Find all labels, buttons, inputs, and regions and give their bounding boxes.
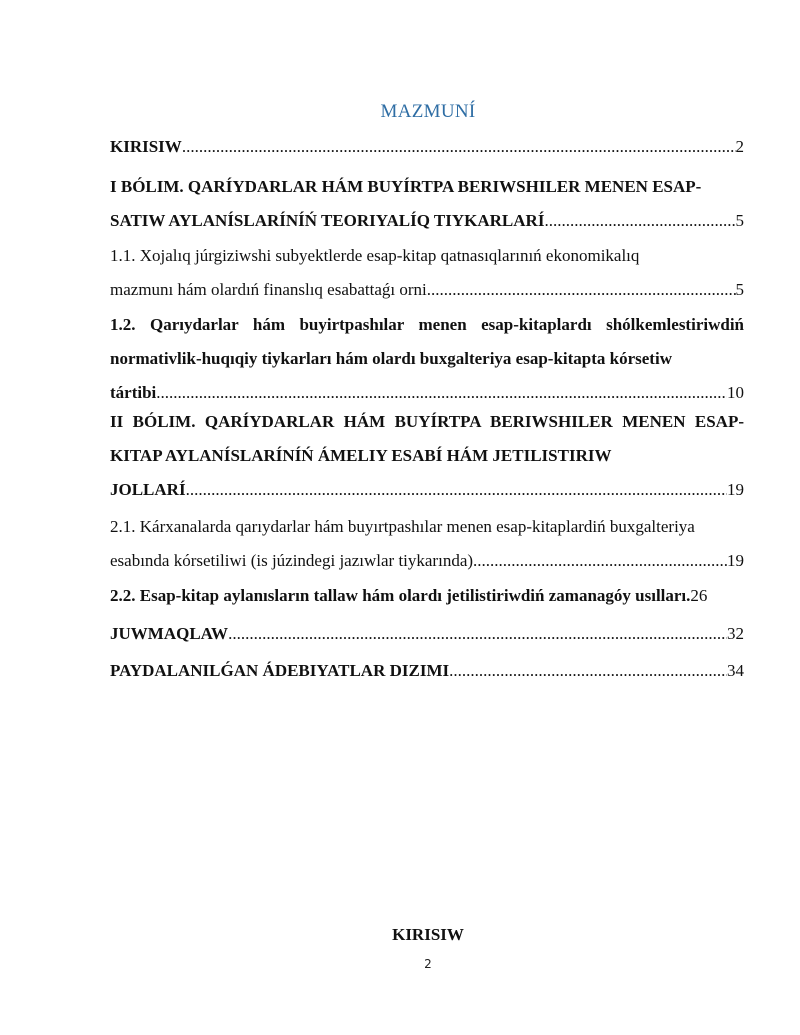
toc-page-number: 19: [727, 480, 744, 499]
toc-leader-dots: [449, 654, 727, 688]
toc-entry-title: mazmunı hám olardıń finanslıq esabattaǵı orni: [110, 280, 427, 299]
toc-page-number: 32: [727, 624, 744, 643]
toc-page-number: 26: [690, 586, 708, 605]
toc-leader-dots: [186, 473, 727, 507]
toc-page-number: 34: [727, 661, 744, 680]
section-heading: KIRISIW: [392, 925, 464, 944]
page-number: 2: [424, 957, 432, 971]
toc-entry-title: tártibi: [110, 383, 157, 402]
toc-entry-title: KIRISIW: [110, 137, 182, 156]
toc-leader-dots: [544, 204, 735, 238]
toc-leader-dots: [182, 130, 736, 164]
toc-entry-kirisiw[interactable]: [110, 130, 744, 164]
toc-page-number: 10: [727, 383, 744, 402]
toc-page-number: 5: [735, 211, 744, 230]
toc-entry-title: PAYDALANILǴAN ÁDEBIYATLAR DIZIMI: [110, 661, 450, 680]
toc-entry-chapter-1[interactable]: [110, 170, 744, 238]
toc-page-number: 5: [735, 280, 744, 299]
toc-entry-conclusion[interactable]: [110, 617, 744, 651]
toc-entry-chapter-2[interactable]: [110, 405, 744, 507]
toc-entry-title: JUWMAQLAW: [110, 624, 229, 643]
toc-leader-dots: [228, 617, 727, 651]
toc-entry-title: JOLLARÍ: [110, 480, 186, 499]
toc-entry-section-2-1[interactable]: [110, 510, 744, 578]
toc-entry-title-line: 1.2. Qarıydarlar hám buyirtpashılar menen esap-kitaplardı shólkemlestiriwdiń normativlik-huqıqiy tiykarları hám olardı buxgalteriya esap-kitapta kórsetiw: [110, 315, 744, 368]
toc-page-number: 2: [735, 137, 744, 156]
toc-entry-title-line: 1.1. Xojalıq júrgiziwshi subyektlerde esap-kitap qatnasıqlarınıń ekonomikalıq: [110, 246, 640, 265]
toc-page-number: 19: [727, 551, 744, 570]
toc-entry-title: SATIW AYLANÍSLARÍNÍŃ TEORIYALÍQ TIYKARLARÍ: [110, 211, 545, 230]
toc-entry-title-line: 2.1. Kárxanalarda qarıydarlar hám buyırtpashılar menen esap-kitaplardiń buxgalteriya: [110, 517, 695, 536]
toc-entry-title: 2.2. Esap-kitap aylanısların tallaw hám olardı jetilistiriwdiń zamanagóy usılları.: [110, 586, 691, 605]
toc-entry-title-line: I BÓLIM. QARÍYDARLAR HÁM BUYÍRTPA BERIWSHILER MENEN ESAP-: [110, 177, 702, 196]
toc-leader-dots: [473, 544, 727, 578]
toc-entry-title-line: II BÓLIM. QARÍYDARLAR HÁM BUYÍRTPA BERIWSHILER MENEN ESAP-KITAP AYLANÍSLARÍNÍŃ ÁMELIY ESABÍ HÁM JETILISTIRIW: [110, 412, 744, 465]
toc-entry-section-1-1[interactable]: [110, 239, 744, 307]
toc-leader-dots: [427, 273, 736, 307]
toc-entry-bibliography[interactable]: [110, 654, 744, 688]
toc-entry-section-1-2[interactable]: [110, 308, 744, 410]
toc-entry-title: esabında kórsetiliwi (is júzindegi jazıwlar tiykarında): [110, 551, 474, 570]
toc-title: MAZMUNÍ: [380, 101, 476, 122]
toc-entry-section-2-2[interactable]: [110, 579, 764, 613]
